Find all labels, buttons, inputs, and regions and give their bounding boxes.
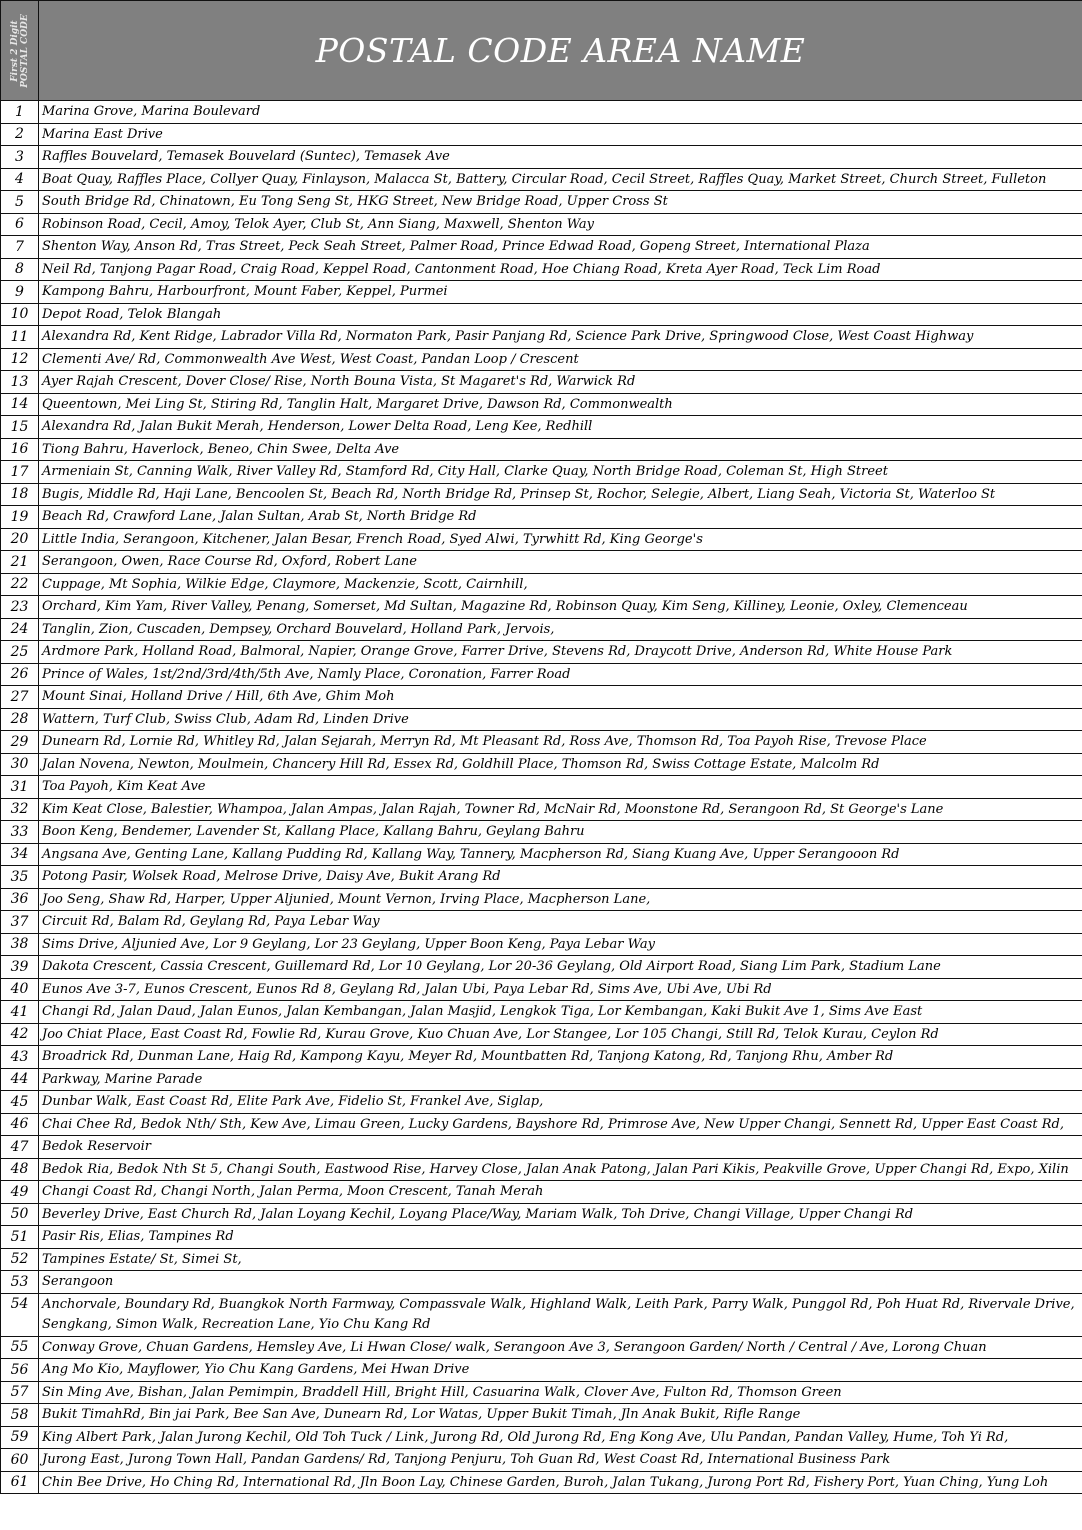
area-name-cell: South Bridge Rd, Chinatown, Eu Tong Seng St, HKG Street, New Bridge Road, Upper Cross St (39, 191, 1082, 214)
postal-code-cell: 54 (1, 1293, 39, 1336)
table-row (1, 1113, 1082, 1136)
area-name-cell: Chai Chee Rd, Bedok Nth/ Sth, Kew Ave, Limau Green, Lucky Gardens, Bayshore Rd, Primrose Ave, New Upper Changi, Sennett Rd, Upper East Coast Rd, (39, 1113, 1082, 1136)
postal-code-cell: 47 (1, 1136, 39, 1159)
table-row (1, 1001, 1082, 1024)
postal-code-cell: 25 (1, 641, 39, 664)
area-name-cell: Boon Keng, Bendemer, Lavender St, Kallang Place, Kallang Bahru, Geylang Bahru (39, 821, 1082, 844)
postal-code-cell: 55 (1, 1336, 39, 1359)
table-row (1, 1471, 1082, 1494)
area-name-cell: Ardmore Park, Holland Road, Balmoral, Napier, Orange Grove, Farrer Drive, Stevens Rd, Draycott Drive, Anderson Rd, White House Park (39, 641, 1082, 664)
postal-code-cell: 42 (1, 1023, 39, 1046)
postal-code-cell: 30 (1, 753, 39, 776)
area-name-cell: Ang Mo Kio, Mayflower, Yio Chu Kang Gardens, Mei Hwan Drive (39, 1359, 1082, 1382)
area-name-cell: Anchorvale, Boundary Rd, Buangkok North Farmway, Compassvale Walk, Highland Walk, Leith Park, Parry Walk, Punggol Rd, Poh Huat Rd, Rivervale Drive, Sengkang, Simon Walk, Recreation Lane, Yio Chu Kang Rd (39, 1293, 1082, 1336)
postal-code-cell: 14 (1, 393, 39, 416)
table-row (1, 866, 1082, 889)
postal-code-cell: 21 (1, 551, 39, 574)
area-name-cell: King Albert Park, Jalan Jurong Kechil, Old Toh Tuck / Link, Jurong Rd, Old Jurong Rd, Eng Kong Ave, Ulu Pandan, Pandan Valley, Hume, Toh Yi Rd, (39, 1426, 1082, 1449)
postal-code-cell: 37 (1, 911, 39, 934)
table-row (1, 1449, 1082, 1472)
table-row (1, 641, 1082, 664)
table-row (1, 888, 1082, 911)
postal-code-cell: 27 (1, 686, 39, 709)
area-name-cell: Parkway, Marine Parade (39, 1068, 1082, 1091)
table-row (1, 393, 1082, 416)
postal-code-cell: 33 (1, 821, 39, 844)
table-row (1, 1248, 1082, 1271)
postal-code-cell: 35 (1, 866, 39, 889)
area-name-cell: Raffles Bouvelard, Temasek Bouvelard (Suntec), Temasek Ave (39, 146, 1082, 169)
postal-code-cell: 52 (1, 1248, 39, 1271)
area-name-cell: Boat Quay, Raffles Place, Collyer Quay, Finlayson, Malacca St, Battery, Circular Road, Cecil Street, Raffles Quay, Market Street, Church Street, Fulleton (39, 168, 1082, 191)
postal-code-cell: 39 (1, 956, 39, 979)
postal-code-cell: 23 (1, 596, 39, 619)
table-row (1, 461, 1082, 484)
postal-code-cell: 57 (1, 1381, 39, 1404)
postal-code-cell: 31 (1, 776, 39, 799)
postal-code-cell: 10 (1, 303, 39, 326)
area-name-cell: Little India, Serangoon, Kitchener, Jalan Besar, French Road, Syed Alwi, Tyrwhitt Rd, King George's (39, 528, 1082, 551)
area-name-cell: Beach Rd, Crawford Lane, Jalan Sultan, Arab St, North Bridge Rd (39, 506, 1082, 529)
postal-code-cell: 59 (1, 1426, 39, 1449)
table-row (1, 978, 1082, 1001)
area-name-cell: Marina Grove, Marina Boulevard (39, 101, 1082, 124)
area-name-cell: Conway Grove, Chuan Gardens, Hemsley Ave, Li Hwan Close/ walk, Serangoon Ave 3, Serangoon Garden/ North / Central / Ave, Lorong Chuan (39, 1336, 1082, 1359)
postal-code-cell: 29 (1, 731, 39, 754)
postal-code-cell: 44 (1, 1068, 39, 1091)
postal-code-cell: 43 (1, 1046, 39, 1069)
area-name-cell: Clementi Ave/ Rd, Commonwealth Ave West, West Coast, Pandan Loop / Crescent (39, 348, 1082, 371)
area-name-cell: Dunearn Rd, Lornie Rd, Whitley Rd, Jalan Sejarah, Merryn Rd, Mt Pleasant Rd, Ross Ave, Thomson Rd, Toa Payoh Rise, Trevose Place (39, 731, 1082, 754)
postal-code-cell: 58 (1, 1404, 39, 1427)
table-row (1, 1136, 1082, 1159)
area-name-cell: Jalan Novena, Newton, Moulmein, Chancery Hill Rd, Essex Rd, Goldhill Place, Thomson Rd, Swiss Cottage Estate, Malcolm Rd (39, 753, 1082, 776)
table-row (1, 753, 1082, 776)
table-row (1, 146, 1082, 169)
postal-code-cell: 20 (1, 528, 39, 551)
header-line-first-2-digit: First 2 Digit (10, 19, 20, 82)
area-name-cell: Mount Sinai, Holland Drive / Hill, 6th Ave, Ghim Moh (39, 686, 1082, 709)
table-row (1, 731, 1082, 754)
table-row (1, 438, 1082, 461)
area-name-cell: Tiong Bahru, Haverlock, Beneo, Chin Swee, Delta Ave (39, 438, 1082, 461)
area-name-cell: Bedok Ria, Bedok Nth St 5, Changi South, Eastwood Rise, Harvey Close, Jalan Anak Patong, Jalan Pari Kikis, Peakville Grove, Upper Changi Rd, Expo, Xilin (39, 1158, 1082, 1181)
table-row (1, 213, 1082, 236)
table-row (1, 573, 1082, 596)
table-row (1, 258, 1082, 281)
area-name-cell: Sin Ming Ave, Bishan, Jalan Pemimpin, Braddell Hill, Bright Hill, Casuarina Walk, Clover Ave, Fulton Rd, Thomson Green (39, 1381, 1082, 1404)
area-name-cell: Joo Seng, Shaw Rd, Harper, Upper Aljunied, Mount Vernon, Irving Place, Macpherson Lane, (39, 888, 1082, 911)
area-name-cell: Orchard, Kim Yam, River Valley, Penang, Somerset, Md Sultan, Magazine Rd, Robinson Quay, Kim Seng, Killiney, Leonie, Oxley, Clemenceau (39, 596, 1082, 619)
area-name-cell: Eunos Ave 3-7, Eunos Crescent, Eunos Rd 8, Geylang Rd, Jalan Ubi, Paya Lebar Rd, Sims Ave, Ubi Ave, Ubi Rd (39, 978, 1082, 1001)
area-name-cell: Sims Drive, Aljunied Ave, Lor 9 Geylang, Lor 23 Geylang, Upper Boon Keng, Paya Lebar Way (39, 933, 1082, 956)
postal-code-header-text (10, 14, 30, 87)
area-name-cell: Marina East Drive (39, 123, 1082, 146)
postal-code-cell: 16 (1, 438, 39, 461)
area-name-cell: Prince of Wales, 1st/2nd/3rd/4th/5th Ave, Namly Place, Coronation, Farrer Road (39, 663, 1082, 686)
area-name-cell: Circuit Rd, Balam Rd, Geylang Rd, Paya Lebar Way (39, 911, 1082, 934)
table-row (1, 663, 1082, 686)
area-name-cell: Kim Keat Close, Balestier, Whampoa, Jalan Ampas, Jalan Rajah, Towner Rd, McNair Rd, Moonstone Rd, Serangoon Rd, St George's Lane (39, 798, 1082, 821)
table-row (1, 686, 1082, 709)
postal-code-cell: 18 (1, 483, 39, 506)
table-row (1, 1293, 1082, 1336)
area-name-cell: Toa Payoh, Kim Keat Ave (39, 776, 1082, 799)
postal-code-cell: 45 (1, 1091, 39, 1114)
table-row (1, 618, 1082, 641)
table-row (1, 528, 1082, 551)
postal-code-cell: 9 (1, 281, 39, 304)
table-row (1, 933, 1082, 956)
postal-code-cell: 7 (1, 236, 39, 259)
table-row (1, 1023, 1082, 1046)
table-row (1, 1046, 1082, 1069)
area-name-cell: Changi Coast Rd, Changi North, Jalan Perma, Moon Crescent, Tanah Merah (39, 1181, 1082, 1204)
area-name-cell: Depot Road, Telok Blangah (39, 303, 1082, 326)
postal-code-cell: 5 (1, 191, 39, 214)
table-row (1, 1181, 1082, 1204)
table-row (1, 416, 1082, 439)
area-name-cell: Bukit TimahRd, Bin jai Park, Bee San Ave, Dunearn Rd, Lor Watas, Upper Bukit Timah, Jln Anak Bukit, Rifle Range (39, 1404, 1082, 1427)
postal-code-cell: 22 (1, 573, 39, 596)
postal-code-cell: 13 (1, 371, 39, 394)
table-row (1, 303, 1082, 326)
area-name-cell: Beverley Drive, East Church Rd, Jalan Loyang Kechil, Loyang Place/Way, Mariam Walk, Toh Drive, Changi Village, Upper Changi Rd (39, 1203, 1082, 1226)
postal-code-cell: 2 (1, 123, 39, 146)
table-row (1, 101, 1082, 124)
table-row (1, 1336, 1082, 1359)
postal-code-cell: 19 (1, 506, 39, 529)
table-row (1, 1359, 1082, 1382)
area-name-cell: Angsana Ave, Genting Lane, Kallang Pudding Rd, Kallang Way, Tannery, Macpherson Rd, Siang Kuang Ave, Upper Serangooon Rd (39, 843, 1082, 866)
area-name-cell: Chin Bee Drive, Ho Ching Rd, International Rd, Jln Boon Lay, Chinese Garden, Buroh, Jalan Tukang, Jurong Port Rd, Fishery Port, Yuan Ching, Yung Loh (39, 1471, 1082, 1494)
table-row (1, 371, 1082, 394)
area-name-cell: Bedok Reservoir (39, 1136, 1082, 1159)
postal-code-cell: 6 (1, 213, 39, 236)
postal-code-cell: 34 (1, 843, 39, 866)
postal-code-cell: 24 (1, 618, 39, 641)
table-row (1, 1203, 1082, 1226)
area-name-cell: Tanglin, Zion, Cuscaden, Dempsey, Orchard Bouvelard, Holland Park, Jervois, (39, 618, 1082, 641)
table-row (1, 911, 1082, 934)
postal-code-cell: 51 (1, 1226, 39, 1249)
table-row (1, 708, 1082, 731)
postal-code-cell: 41 (1, 1001, 39, 1024)
postal-code-cell: 32 (1, 798, 39, 821)
area-name-cell: Kampong Bahru, Harbourfront, Mount Faber, Keppel, Purmei (39, 281, 1082, 304)
area-name-cell: Joo Chiat Place, East Coast Rd, Fowlie Rd, Kurau Grove, Kuo Chuan Ave, Lor Stangee, Lor 105 Changi, Still Rd, Telok Kurau, Ceylon Rd (39, 1023, 1082, 1046)
table-row (1, 821, 1082, 844)
postal-code-cell: 49 (1, 1181, 39, 1204)
postal-code-cell: 15 (1, 416, 39, 439)
postal-code-cell: 48 (1, 1158, 39, 1181)
area-name-cell: Dakota Crescent, Cassia Crescent, Guillemard Rd, Lor 10 Geylang, Lor 20-36 Geylang, Old Airport Road, Siang Lim Park, Stadium Lane (39, 956, 1082, 979)
area-name-cell: Alexandra Rd, Jalan Bukit Merah, Henderson, Lower Delta Road, Leng Kee, Redhill (39, 416, 1082, 439)
postal-code-cell: 38 (1, 933, 39, 956)
table-row (1, 798, 1082, 821)
postal-code-cell: 26 (1, 663, 39, 686)
table-row (1, 506, 1082, 529)
postal-code-cell: 1 (1, 101, 39, 124)
postal-code-cell: 61 (1, 1471, 39, 1494)
area-name-cell: Tampines Estate/ St, Simei St, (39, 1248, 1082, 1271)
table-row (1, 168, 1082, 191)
table-row (1, 326, 1082, 349)
area-name-cell: Ayer Rajah Crescent, Dover Close/ Rise, North Bouna Vista, St Magaret's Rd, Warwick Rd (39, 371, 1082, 394)
table-row (1, 1226, 1082, 1249)
area-name-cell: Pasir Ris, Elias, Tampines Rd (39, 1226, 1082, 1249)
table-row (1, 123, 1082, 146)
table-body (1, 101, 1082, 1494)
postal-code-cell: 28 (1, 708, 39, 731)
postal-code-cell: 12 (1, 348, 39, 371)
postal-code-cell: 36 (1, 888, 39, 911)
postal-code-cell: 56 (1, 1359, 39, 1382)
area-name-cell: Broadrick Rd, Dunman Lane, Haig Rd, Kampong Kayu, Meyer Rd, Mountbatten Rd, Tanjong Katong, Rd, Tanjong Rhu, Amber Rd (39, 1046, 1082, 1069)
postal-code-cell: 4 (1, 168, 39, 191)
table-row (1, 596, 1082, 619)
table-row (1, 191, 1082, 214)
postal-code-column-header (1, 1, 39, 101)
table-row (1, 236, 1082, 259)
table-row (1, 843, 1082, 866)
postal-code-cell: 46 (1, 1113, 39, 1136)
table-row (1, 551, 1082, 574)
table-row (1, 1271, 1082, 1294)
area-name-cell: Cuppage, Mt Sophia, Wilkie Edge, Claymore, Mackenzie, Scott, Cairnhill, (39, 573, 1082, 596)
area-name-cell: Bugis, Middle Rd, Haji Lane, Bencoolen St, Beach Rd, North Bridge Rd, Prinsep St, Rochor, Selegie, Albert, Liang Seah, Victoria St, Waterloo St (39, 483, 1082, 506)
header-row (1, 1, 1082, 101)
table-row (1, 1158, 1082, 1181)
postal-code-cell: 8 (1, 258, 39, 281)
area-name-column-header: POSTAL CODE AREA NAME (39, 1, 1082, 101)
postal-code-cell: 11 (1, 326, 39, 349)
postal-code-cell: 53 (1, 1271, 39, 1294)
table-row (1, 483, 1082, 506)
area-name-cell: Potong Pasir, Wolsek Road, Melrose Drive, Daisy Ave, Bukit Arang Rd (39, 866, 1082, 889)
postal-code-cell: 17 (1, 461, 39, 484)
postal-code-cell: 50 (1, 1203, 39, 1226)
area-name-cell: Queentown, Mei Ling St, Stiring Rd, Tanglin Halt, Margaret Drive, Dawson Rd, Commonwealth (39, 393, 1082, 416)
postal-code-cell: 40 (1, 978, 39, 1001)
table-row (1, 1068, 1082, 1091)
area-name-cell: Dunbar Walk, East Coast Rd, Elite Park Ave, Fidelio St, Frankel Ave, Siglap, (39, 1091, 1082, 1114)
postal-code-cell: 3 (1, 146, 39, 169)
area-name-cell: Serangoon, Owen, Race Course Rd, Oxford, Robert Lane (39, 551, 1082, 574)
area-name-cell: Robinson Road, Cecil, Amoy, Telok Ayer, Club St, Ann Siang, Maxwell, Shenton Way (39, 213, 1082, 236)
area-name-cell: Serangoon (39, 1271, 1082, 1294)
table-row (1, 1404, 1082, 1427)
table-header (1, 1, 1082, 101)
area-name-cell: Jurong East, Jurong Town Hall, Pandan Gardens/ Rd, Tanjong Penjuru, Toh Guan Rd, West Coast Rd, International Business Park (39, 1449, 1082, 1472)
table-row (1, 348, 1082, 371)
table-row (1, 1426, 1082, 1449)
table-row (1, 956, 1082, 979)
area-name-cell: Neil Rd, Tanjong Pagar Road, Craig Road, Keppel Road, Cantonment Road, Hoe Chiang Road, Kreta Ayer Road, Teck Lim Road (39, 258, 1082, 281)
table-row (1, 1381, 1082, 1404)
area-name-cell: Changi Rd, Jalan Daud, Jalan Eunos, Jalan Kembangan, Jalan Masjid, Lengkok Tiga, Lor Kembangan, Kaki Bukit Ave 1, Sims Ave East (39, 1001, 1082, 1024)
table-row (1, 1091, 1082, 1114)
header-line-postal-code: POSTAL CODE (20, 13, 30, 88)
area-name-cell: Shenton Way, Anson Rd, Tras Street, Peck Seah Street, Palmer Road, Prince Edwad Road, Gopeng Street, International Plaza (39, 236, 1082, 259)
table-row (1, 281, 1082, 304)
postal-code-cell: 60 (1, 1449, 39, 1472)
area-name-cell: Wattern, Turf Club, Swiss Club, Adam Rd, Linden Drive (39, 708, 1082, 731)
area-name-cell: Alexandra Rd, Kent Ridge, Labrador Villa Rd, Normaton Park, Pasir Panjang Rd, Science Park Drive, Springwood Close, West Coast Highway (39, 326, 1082, 349)
area-name-cell: Armeniain St, Canning Walk, River Valley Rd, Stamford Rd, City Hall, Clarke Quay, North Bridge Road, Coleman St, High Street (39, 461, 1082, 484)
table-row (1, 776, 1082, 799)
